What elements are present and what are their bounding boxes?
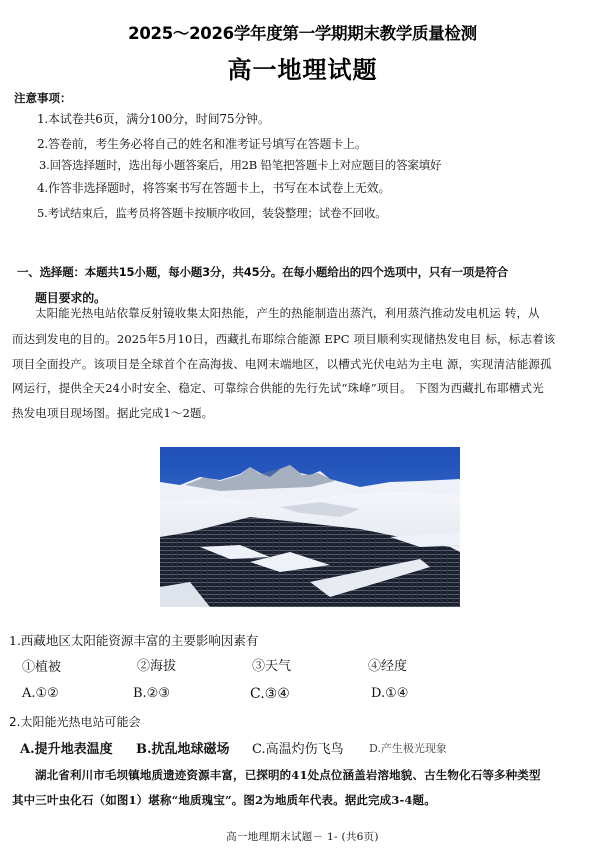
passage1-line-4: 网运行，提供全天24小时安全、稳定、可靠综合供能的先行先试“珠峰”项目。 下图为西藏扎布耶槽式光 [12, 381, 544, 395]
notice-item-2: 2.答卷前，考生务必将自己的姓名和准考证号填写在答题卡上。 [37, 137, 367, 151]
q1-factor-3: ③天气 [252, 659, 292, 674]
q1-option-a[interactable]: A.①② [22, 686, 59, 701]
notice-heading: 注意事项： [14, 91, 72, 105]
q2-option-c[interactable]: C.高温灼伤飞鸟 [252, 742, 344, 757]
question-1-stem: 1.西藏地区太阳能资源丰富的主要影响因素有 [9, 633, 259, 648]
exam-title: 2025～2026学年度第一学期期末教学质量检测 [128, 24, 477, 43]
q2-option-b[interactable]: B.扰乱地球磁场 [136, 742, 230, 757]
subject-title: 高一地理试题 [227, 56, 378, 84]
passage1-line-1: 太阳能光热电站依靠反射镜收集太阳热能，产生的热能制造出蒸汽，利用蒸汽推动发电机运 转，从 [35, 306, 540, 320]
q2-option-a[interactable]: A.提升地表温度 [20, 742, 113, 757]
notice-item-3: 3.回答选择题时，选出每小题答案后，用2B 铅笔把答题卡上对应题目的答案填好 [39, 158, 442, 172]
notice-item-4: 4.作答非选择题时，将答案书写在答题卡上，书写在本试卷上无效。 [37, 181, 391, 195]
passage1-line-3: 项目全面投产。该项目是全球首个在高海拔、电网末端地区，以槽式光伏电站为主电 源，实现清洁能源孤 [12, 357, 552, 371]
section-heading-cont: 题目要求的。 [35, 291, 106, 305]
passage2-line-2: 其中三叶虫化石（如图1）堪称“地质瑰宝”。图2为地质年代表。据此完成3-4题。 [12, 793, 436, 807]
q2-option-d[interactable]: D.产生极光现象 [369, 742, 447, 755]
question-2-stem: 2.太阳能光热电站可能会 [9, 715, 141, 729]
passage1-line-2: 而达到发电的目的。2025年5月10日，西藏扎布耶综合能源 EPC 项目顺利实现储热发电目 标，标志着该 [12, 332, 556, 346]
notice-item-5: 5.考试结束后，监考员将答题卡按顺序收回，装袋整理；试卷不回收。 [37, 206, 387, 220]
passage2-line-1: 湖北省利川市毛坝镇地质遗迹资源丰富，已探明的41处点位涵盖岩溶地貌、古生物化石等多种类型 [35, 768, 541, 782]
passage1-line-5: 热发电项目现场图。据此完成1～2题。 [12, 406, 214, 420]
q1-option-b[interactable]: B.②③ [133, 686, 170, 701]
notice-item-1: 1.本试卷共6页，满分100分，时间75分钟。 [37, 112, 270, 126]
q1-factor-4: ④经度 [368, 659, 408, 674]
section-heading: 一、选择题：本题共15小题，每小题3分，共45分。在每小题给出的四个选项中，只有一项是符合 [17, 265, 509, 279]
q1-option-c[interactable]: C.③④ [250, 686, 290, 702]
q1-option-d[interactable]: D.①④ [371, 686, 409, 701]
q1-factor-2: ②海拔 [137, 659, 177, 674]
page-footer: 高一地理期末试题－ 1- (共6页) [226, 831, 379, 843]
q1-factor-1: ①植被 [22, 660, 62, 675]
solar-plant-photo [160, 447, 460, 607]
